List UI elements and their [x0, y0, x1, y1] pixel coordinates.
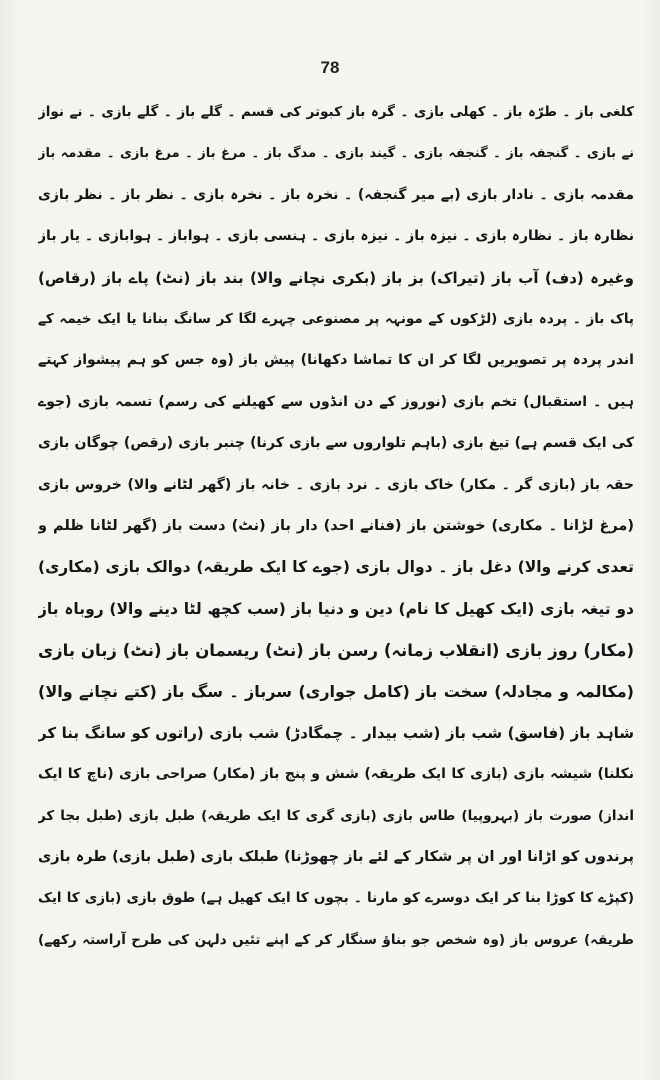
text-line: (مکار) روز بازی (انقلاب زمانہ) رسن باز (نٹ) ریسمان باز (نٹ) زبان بازی [38, 641, 634, 661]
text-line: دو تیغہ بازی (ایک کھیل کا نام) دین و دنیا باز (سب کچھ لٹا دینے والا) روباہ باز [38, 599, 634, 618]
text-line: انداز) صورت باز (بہروپیا) طاس بازی (بازی گری کا ایک طریقہ) طبل بازی (طبل بجا کر [38, 807, 634, 824]
text-line: مقدمہ بازی ۔ نادار بازی (بے میر گنجفہ) ۔ نخرہ باز ۔ نخرہ بازی ۔ نظر باز ۔ نظر بازی [38, 186, 634, 203]
text-line: وغیرہ (دف) آب باز (تیراک) بز باز (بکری نچانے والا) بند باز (نٹ) پاے باز (رقاص) [38, 268, 634, 287]
page-number: 78 [320, 58, 340, 77]
text-line: طریقہ) عروس باز (وہ شخص جو بناؤ سنگار کر کے اپنے تئیں دلہن کی طرح آراستہ رکھے) [38, 931, 634, 948]
text-line: پرندوں کو اڑانا اور ان پر شکار کے لئے باز چھوڑنا) طبلک بازی (طبل بازی) طرہ بازی [38, 849, 634, 866]
text-line: (مرغ لڑانا ۔ مکاری) خوشتن باز (فنانے احد) دار باز (نٹ) دست باز (گھر لٹانا ظلم و [38, 517, 634, 534]
text-line: کلغی باز ۔ طرّہ باز ۔ کھلی بازی ۔ گرہ باز کبوتر کی قسم ۔ گلے باز ۔ گلے بازی ۔ نے نواز [38, 104, 634, 120]
text-line: شاہد باز (فاسق) شب باز (شب بیدار ۔ چمگادڑ) شب بازی (راتوں کو سانگ بنا کر [38, 723, 634, 742]
text-line: پاک باز ۔ پردہ بازی (لڑکوں کے مونہہ پر مصنوعی چہرے لگا کر سانگ بنانا یا ایک خیمہ کے [38, 310, 634, 327]
text-line: کی ایک قسم ہے) تیغ بازی (باہم تلواروں سے بازی کرنا) چنبر بازی (رقص) چوگان بازی [38, 435, 634, 452]
body-text [38, 92, 634, 961]
text-line: اندر پردہ پر تصویریں لگا کر ان کا تماشا دکھانا) پیش باز (وہ جس کو ہم پیشواز کہتے [38, 352, 634, 369]
text-line: نے بازی ۔ گنجفہ باز ۔ گنجفہ بازی ۔ گیند بازی ۔ مدگ باز ۔ مرغ باز ۔ مرغ بازی ۔ مقدمہ باز [38, 146, 634, 162]
text-line: ہیں ۔ استقبال) تخم بازی (نوروز کے دن انڈوں سے کھیلنے کی رسم) تسمہ بازی (جوے [38, 393, 634, 410]
text-line: نظارہ باز ۔ نظارہ بازی ۔ نیزہ باز ۔ نیزہ بازی ۔ ہنسی بازی ۔ ہواباز ۔ ہوابازی ۔ یار باز [38, 228, 634, 245]
text-line: نکلنا) شیشہ بازی (بازی کا ایک طریقہ) شش و پنج باز (مکار) صراحی بازی (ناچ کا ایک [38, 766, 634, 783]
text-line: حقہ باز (بازی گر ۔ مکار) خاک بازی ۔ نرد بازی ۔ خانہ باز (گھر لٹانے والا) خروس بازی [38, 476, 634, 493]
text-line: (کپڑے کا کوڑا بنا کر ایک دوسرے کو مارنا ۔ بچوں کا ایک کھیل ہے) طوق بازی (بازی کا ایک [38, 890, 634, 907]
text-line: تعدی کرنے والا) دغل باز ۔ دوال بازی (جوے کا ایک طریقہ) دوالک بازی (مکاری) [38, 558, 634, 577]
text-line: (مکالمہ و مجادلہ) سخت باز (کامل جواری) سرباز ۔ سگ باز (کتے نچانے والا) [38, 682, 634, 702]
